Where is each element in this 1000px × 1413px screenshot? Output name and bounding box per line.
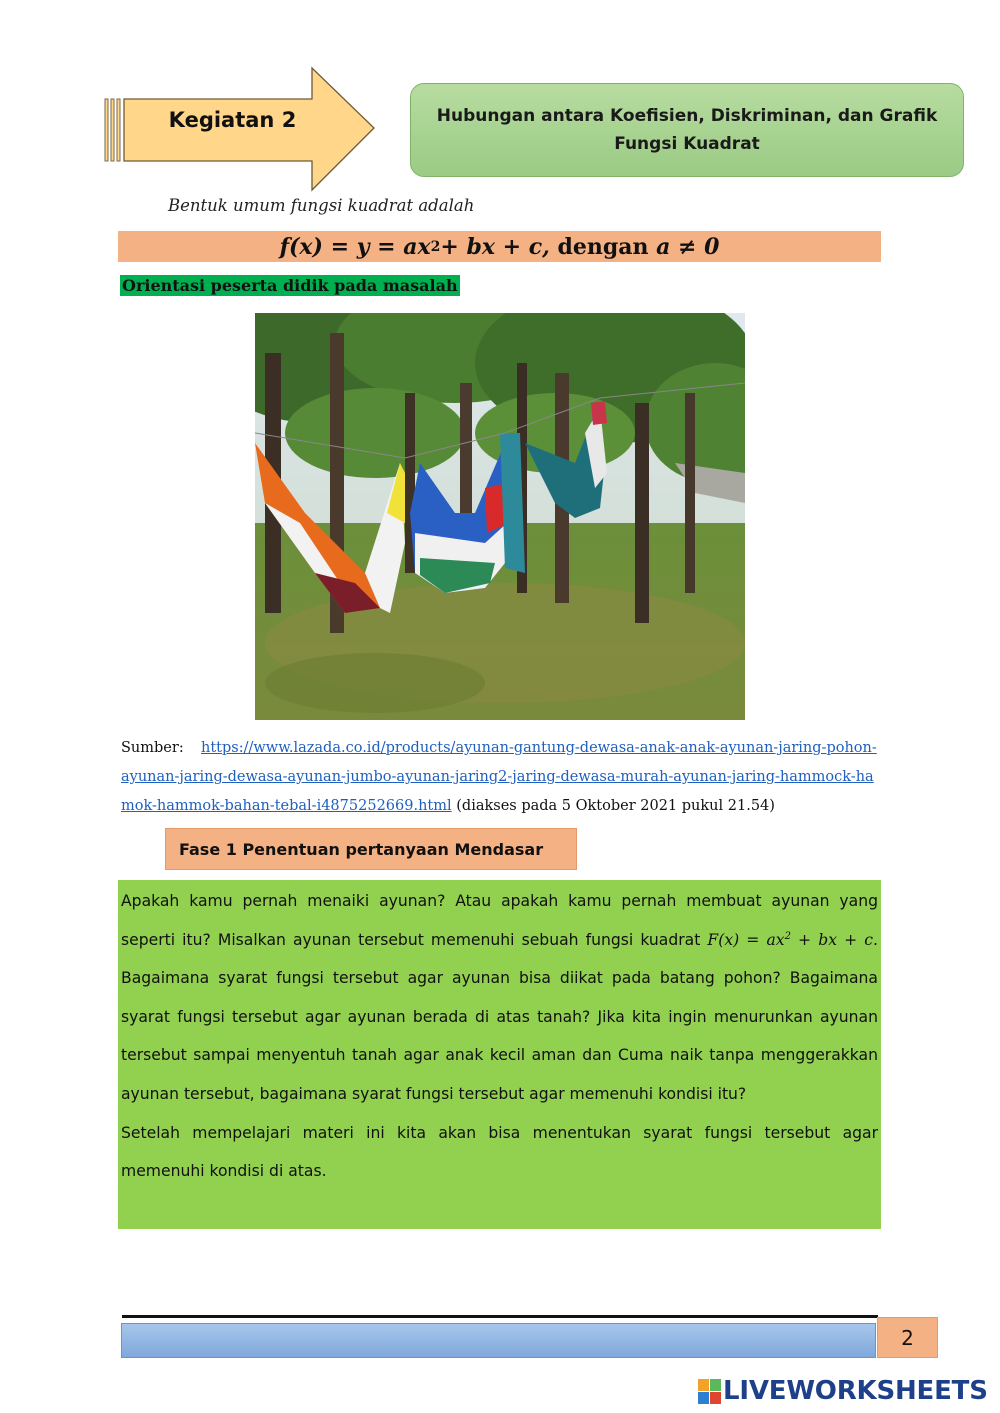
activity-title-line1: Hubungan antara Koefisien, Diskriminan, dan Grafik <box>436 106 938 126</box>
page-number: 2 <box>877 1317 938 1358</box>
question-function-math <box>707 931 873 949</box>
formula-main: f(x) = y = ax <box>279 233 431 260</box>
source-label: Sumber: <box>121 740 184 756</box>
activity-label: Kegiatan 2 <box>168 108 297 132</box>
hammock-photo <box>255 313 745 720</box>
question-box <box>118 880 881 1229</box>
formula-rest: + bx + c, <box>440 233 550 260</box>
question-math-exponent: 2 <box>784 930 791 942</box>
phase-heading: Fase 1 Penentuan pertanyaan Mendasar <box>165 828 577 870</box>
formula-bar: f(x) = y = ax 2 + bx + c, dengan a ≠ 0 <box>118 231 881 262</box>
question-text-end: . Bagaimana syarat fungsi tersebut agar ayunan bisa diikat pada batang pohon? Bagaimana syarat fungsi tersebut agar ayunan berada di atas tanah? Jika kita ingin menurunkan ayunan tersebut sampai menyentuh tanah agar anak kecil aman dan Cuma naik tanpa menggerakkan ayunan tersebut, bagaimana syarat fungsi tersebut agar memenuhi kondisi itu? <box>121 930 878 1103</box>
question-math-rest: + bx + c <box>790 930 874 949</box>
liveworksheets-logo-icon <box>697 1378 723 1406</box>
footer-bar <box>121 1323 876 1358</box>
source-citation <box>121 734 881 821</box>
activity-title-box <box>410 83 964 177</box>
orientation-heading: Orientasi peserta didik pada masalah <box>122 276 458 295</box>
question-text-start: Apakah kamu pernah menaiki ayunan? Atau apakah kamu pernah membuat ayunan yang seperti itu? Misalkan ayunan tersebut memenuhi sebuah fungsi kuadrat <box>121 892 878 949</box>
liveworksheets-watermark: LIVEWORKSHEETS <box>723 1376 988 1406</box>
activity-title-line2: Fungsi Kuadrat <box>614 134 760 154</box>
question-paragraph-1 <box>121 882 878 1114</box>
formula-condition-word: dengan <box>549 233 657 260</box>
intro-text: Bentuk umum fungsi kuadrat adalah <box>168 196 475 215</box>
question-paragraph-2: Setelah mempelajari materi ini kita akan bisa menentukan syarat fungsi tersebut agar memenuhi kondisi di atas. <box>121 1123 878 1181</box>
source-accessed: (diakses pada 5 Oktober 2021 pukul 21.54) <box>456 798 775 814</box>
source-link[interactable]: https://www.lazada.co.id/products/ayunan-gantung-dewasa-anak-anak-ayunan-jaring-pohon-ayunan-jaring-dewasa-ayunan-jumbo-ayunan-jaring2-jaring-dewasa-murah-ayunan-jaring-hammock-hamok-hammok-bahan-tebal-i4875252669.html <box>121 740 877 814</box>
footer-rule <box>122 1315 878 1318</box>
question-math-main: F(x) = ax <box>707 930 785 949</box>
formula-condition: a ≠ 0 <box>656 233 720 260</box>
